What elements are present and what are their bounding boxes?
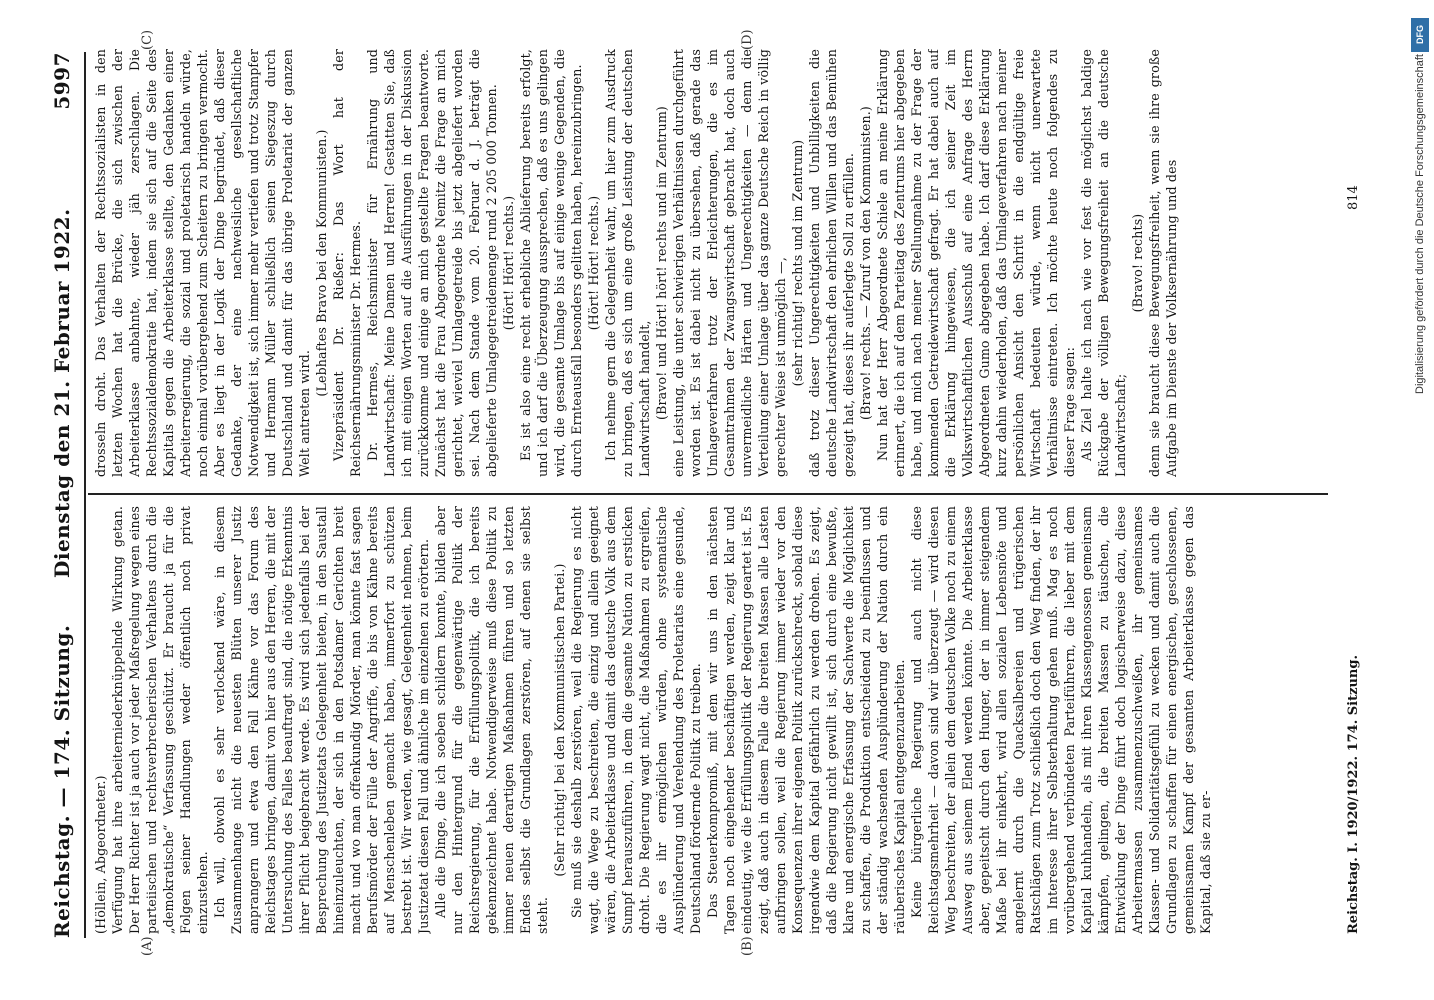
paragraph: (Höllein, Abgeordneter.) xyxy=(93,775,108,934)
paragraph: Verfügung hat ihre arbeiterniederknüppelnde Wirkung getan. Der Herr Richter ist ja auch vor jeder Maßregelung wegen eines parteiischen und rechtsverbrecherischen Verhaltens durch die „demokratische“ Verfassung geschützt. Er braucht ja für die Folgen seiner Handlungen weder öffentlich noch privat einzustehen. xyxy=(110,506,210,934)
paragraph: Es ist also eine recht erhebliche Ablieferung bereits erfolgt, und ich darf die Überzeugung aussprechen, daß es uns gelingen wird, die gesamte Umlage bis auf einige wenige Gegenden, die durch Ernteausfall besonders gelitten haben, hereinzubringen. xyxy=(518,49,584,477)
left-column xyxy=(92,506,1324,934)
paragraph: Als Ziel halte ich nach wie vor fest die möglichst baldige Rückgabe der völligen Bewegungsfreiheit an die deutsche Landwirtschaft; xyxy=(1079,49,1128,477)
interjection: (Hört! Hört! rechts.) xyxy=(586,195,601,331)
paragraph: Keine bürgerliche Regierung und auch nicht diese Reichstagsmehrheit — davon sind wir überzeugt — wird diesen Weg beschreiten, der allein dem deutschen Volke noch zu einem Ausweg aus seinem Elend werden könnte. Die Arbeiterklasse aber, gepeitscht durch den Hunger, der in immer steigendem Maße bei ihr einkehrt, wird allen sozialen Lebensnöte und angelernt durch die Quacksalbereien und trügerischen Ratschlägen zum Trotz schließlich doch den Weg finden, der ihr im Interesse ihrer Selbsterhaltung gehen muß. Mag es noch vorübergehend verbündeten Parteiführern, die lieber mit dem Kapital kuhhandeln, als mit ihren Klassengenossen gemeinsam kämpfen, gelingen, die breiten Massen zu täuschen, die Entwicklung der Dinge führt doch logischerweise dazu, diese Arbeitermassen zusammenzuschweißen, ihr gemeinsames Klassen- und Solidaritätsgefühl zu wecken und damit auch die Grundlagen zu schaffen für einen energischen, geschlossenen, gemeinsamen Kampf der gesamten Arbeiterklasse gegen das Kapital, daß sie zu er- xyxy=(909,506,1213,934)
dfg-watermark xyxy=(1408,14,1432,986)
paragraph: daß trotz dieser Ungerechtigkeiten und Unbilligkeiten die deutsche Landwirtschaft den ehrlichen Willen und das Bemühen gezeigt hat, dieses ihr auferlegte Soll zu erfüllen. xyxy=(807,49,856,477)
header-left: Reichstag. — 174. Sitzung. xyxy=(50,624,74,938)
margin-marker-b: (B) xyxy=(740,936,755,956)
interjection: (Hört! Hört! rechts.) xyxy=(501,195,516,331)
footer-sheet-number: 814 xyxy=(1346,185,1361,210)
footer-signature: Reichstag. I. 1920/1922. 174. Sitzung. xyxy=(1346,655,1361,934)
page-header xyxy=(50,52,82,938)
interjection: (sehr richtig! rechts und im Zentrum) xyxy=(790,139,805,387)
margin-marker-c: (C) xyxy=(140,29,155,50)
page-number: 5997 xyxy=(50,52,74,110)
interjection: (Lebhaftes Bravo bei den Kommunisten.) xyxy=(314,129,329,397)
paragraph: Ich will, obwohl es sehr verlockend wäre, in diesem Zusammenhange nicht die neuesten Blüten unserer Justiz anprangern und etwa den Fall Kähne vor das Forum des Reichstages bringen, damit von hier aus den Herren, die mit der Untersuchung des Falles beauftragt sind, die nötige Erkenntnis ihrer Pflicht beigebracht werde. Es wird sich jedenfalls bei der Besprechung des Justizetats Gelegenheit bieten, in den Saustall hineinzuleuchten, der sich in den Potsdamer Gerichten breit macht und wo man offenkundig Mörder, man könnte fast sagen Berufsmörder der Fülle der Angriffe, die bis von Kähne bereits auf Menschenleben gemacht haben, immerfort zu schützen bestrebt ist. Wir werden, wie gesagt, Gelegenheit nehmen, beim Justizetat diesen Fall und ähnliche im einzelnen zu erörtern. xyxy=(212,506,431,934)
dfg-watermark-text: Digitalisierung gefördert durch die Deutsche Forschungsgemeinschaft xyxy=(1414,54,1426,394)
interjection: (Bravo! rechts. — Zuruf von den Kommunisten.) xyxy=(858,106,873,420)
right-column xyxy=(92,49,1324,477)
paragraph: drosseln droht. Das Verhalten der Rechtssozialisten in den letzten Wochen hat die Brücke, die sich zwischen der Arbeiterklasse anbahnte, wieder jäh zerschlagen. Die Rechtssozialdemokratie hat, indem sie sich auf die Seite des Kapitals gegen die Arbeiterklasse stellte, den Gedanken einer Arbeiterregierung, die sozial und proletarisch handeln würde, noch einmal vorübergehend zum Scheitern zu bringen vermocht. Aber es liegt in der Logik der Dinge begründet, daß dieser Gedanke, der eine nachweisliche gesellschaftliche Notwendigkeit ist, sich immer mehr vertiefen und trotz Stampfer und Hermann Müller schließlich seinen Siegeszug durch Deutschland und damit für das übrige Proletariat der ganzen Welt antreten wird. xyxy=(93,49,312,477)
margin-marker-d: (D) xyxy=(740,29,755,50)
paragraph: Sie muß sie deshalb zerstören, weil die Regierung es nicht wagt, die Wege zu beschreiten, die einzig und allein geeignet wären, die Arbeiterklasse und damit das deutsche Volk aus dem Sumpf herauszuführen, in dem die gesamte Nation zu ersticken droht. Die Regierung wagt nicht, die Maßnahmen zu ergreifen, die es ihr ermöglichen würden, ohne systematische Ausplünderung und Verelendung des Proletariats eine gesunde, Deutschland fördernde Politik zu treiben. xyxy=(569,506,703,934)
header-date: Dienstag den 21. Februar 1922. xyxy=(50,208,74,578)
margin-marker-a: (A) xyxy=(140,936,155,956)
interjection: (Bravo! rechts) xyxy=(1130,213,1145,313)
column-divider xyxy=(88,493,1328,495)
paragraph: Ich nehme gern die Gelegenheit wahr, um hier zum Ausdruck zu bringen, daß es sich um eine große Leistung der deutschen Landwirtschaft handelt, xyxy=(603,49,652,477)
paragraph: eine Leistung, die unter schwierigen Verhältnissen durchgeführt worden ist. Es ist dabei nicht zu übersehen, daß gerade das Umlageverfahren trotz der Erleichterungen, die es im Gesamtrahmen der Zwangswirtschaft gebracht hat, doch auch unvermeidliche Härten und Ungerechtigkeiten — denn die Verteilung einer Umlage über das ganze Deutsche Reich in völlig gerechter Weise ist unmöglich —, xyxy=(671,49,788,477)
paragraph: denn sie braucht diese Bewegungsfreiheit, wenn sie ihre große Aufgabe im Dienste der Volksernährung und des xyxy=(1147,49,1179,477)
paragraph: Nun hat der Herr Abgeordnete Schiele an meine Erklärung erinnert, die ich auf dem Parteitag des Zentrums hier abgegeben habe, und mich nach meiner Stellungnahme zu der Frage der kommenden Getreidewirtschaft gefragt. Er hat dabei auch auf die Erklärung hingewiesen, die ich seiner Zeit im Volkswirtschaftlichen Ausschuß auf eine Anfrage des Herrn Abgeordneten Gumo abgegeben habe. Ich darf diese Erklärung kurz dahin wiederholen, daß das Umlageverfahren nach meiner persönlichen Ansicht den Schritt in die endgültige freie Wirtschaft bedeuten würde, wenn nicht unerwartete Verhältnisse eintreten. Ich möchte heute noch folgendes zu dieser Frage sagen: xyxy=(875,49,1077,477)
interjection: (Sehr richtig! bei den Kommunistischen Partei.) xyxy=(552,563,567,877)
interjection: (Bravo! und Hört! hört! rechts und im Zentrum) xyxy=(654,106,669,420)
paragraph: Vizepräsident Dr. Rießer: Das Wort hat der Reichsernährungsminister Dr. Hermes. xyxy=(331,49,363,477)
paragraph: Alle die Dinge, die ich soeben schildern konnte, bilden aber nur den Hintergrund für die gegenwärtige Politik der Reichsregierung, für die Erfüllungspolitik, die ich bereits gekennzeichnet habe. Notwendigerweise muß diese Politik zu immer neuen derartigen Maßnahmen führen und so letzten Endes selbst die Grundlagen zerstören, auf denen sie selbst steht. xyxy=(433,506,550,934)
paragraph: Das Steuerkompromiß, mit dem wir uns in den nächsten Tagen noch eingehender beschäftigen werden, zeigt klar und eindeutig, wie die Erfüllungspolitik der Regierung geartet ist. Es zeigt, daß auch in diesem Falle die breiten Massen alle Lasten aufbringen sollen, weil die Regierung immer wieder vor den Konsequenzen ihrer eigenen Politik zurückschreckt, sobald diese irgendwie dem Kapital gefährlich zu werden drohen. Es zeigt, daß die Regierung nicht gewillt ist, sich durch eine bewußte, klare und energische Erfassung der Sachwerte die Möglichkeit zu schaffen, die Produktion entscheidend zu beeinflussen und der ständig wachsenden Ausplünderung der Nation durch ein räuberisches Kapital entgegenzuarbeiten. xyxy=(705,506,907,934)
paragraph: Dr. Hermes, Reichsminister für Ernährung und Landwirtschaft: Meine Damen und Herren! Gestatten Sie, daß ich mit einigen Worten auf die Ausführungen in der Diskussion zurückkomme und einige an mich gestellte Fragen beantworte. Zunächst hat die Frau Abgeordnete Nemitz die Frage an mich gerichtet, wieviel Umlagegetreide bis jetzt abgeliefert worden sei. Nach dem Stande vom 20. Februar d. J. beträgt die abgelieferte Umlagegetreidemenge rund 2 205 000 Tonnen. xyxy=(365,49,499,477)
header-rule xyxy=(84,52,86,938)
dfg-logo: DFG xyxy=(1411,18,1429,52)
